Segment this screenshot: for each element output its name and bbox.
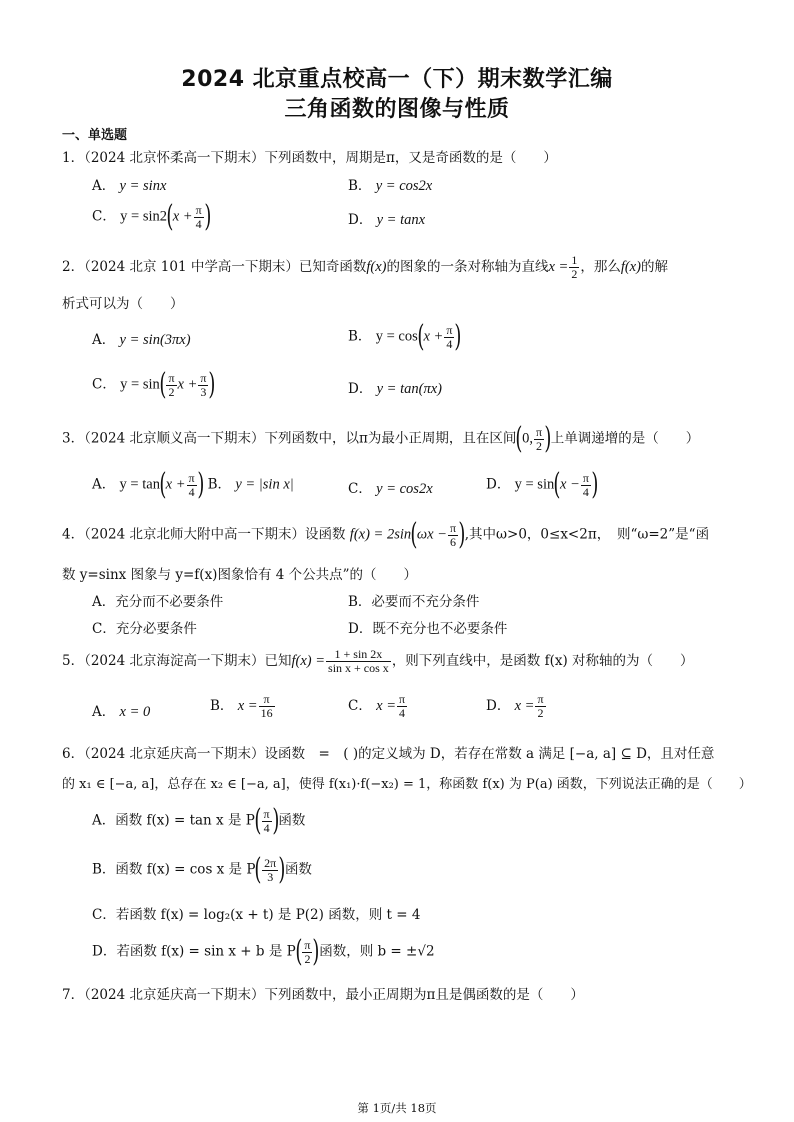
page-footer: 第 1页/共 18页 — [357, 1101, 437, 1115]
question-2-option-c: C． y = sin( $\frac{\pi}{2}$ x + $\frac{\pi}{3}$ ) — [92, 367, 216, 402]
question-5-option-c: C． x = $\frac{\pi}{4}$ — [348, 692, 406, 720]
question-6-stem-line2: 的 x₁ ∈ [−a, a]，总存在 x₂ ∈ [−a, a]，使得 f(x₁)·f(−x₂) = 1，称函数 f(x) 为 P(a) 函数，下列说法正确的是（ ） — [62, 777, 752, 792]
question-1-option-c: C． y = sin2(x + $\frac{\pi}{4}$ ) — [92, 199, 212, 234]
question-1-option-d: D． y = tanx — [348, 212, 426, 228]
question-6-option-c: C．若函数 f(x) = log₂(x + t) 是 P(2) 函数，则 t = 4 — [92, 907, 421, 923]
question-2-stem-line2: 析式可以为（ ） — [62, 296, 184, 312]
question-2-option-d: D． y = tan(πx) — [348, 381, 442, 397]
question-1-option-a: A． y = sinx — [92, 178, 167, 194]
question-3-option-c: C． y = cos2x — [348, 481, 433, 497]
question-4-option-d: D．既不充分也不必要条件 — [348, 621, 508, 637]
question-2-option-b: B． y = cos(x + $\frac{\pi}{4}$ ) — [348, 319, 462, 354]
question-3-option-d: D． y = sin(x − $\frac{\pi}{4}$ ) — [486, 467, 599, 502]
question-2-option-a: A． y = sin(3πx) — [92, 332, 191, 348]
question-2-stem: 2．（2024 北京 101 中学高一下期末）已知奇函数f(x)的图象的一条对称轴为直线x = $\frac{1}{2}$ ，那么f(x)的解 — [62, 253, 668, 281]
page-title: 2024 北京重点校高一（下）期末数学汇编 — [181, 67, 613, 92]
question-4-stem: 4．（2024 北京北师大附中高一下期末）设函数 f(x) = 2sin(ωx − $\frac{\pi}{6}$ ),其中ω>0，0≤x<2π， 则“ω=2”是“函 — [62, 517, 710, 552]
question-4-stem-line2: 数 y=sinx 图象与 y=f(x)图象恰有 4 个公共点”的（ ） — [62, 567, 418, 583]
question-4-option-c: C．充分必要条件 — [92, 621, 197, 637]
question-1-stem: 1．（2024 北京怀柔高一下期末）下列函数中，周期是π，又是奇函数的是（ ） — [62, 150, 557, 166]
question-1-option-b: B． y = cos2x — [348, 178, 433, 194]
question-6-option-d: D．若函数 f(x) = sin x + b 是 P( $\frac{\pi}{2}$ )函数，则 b = ±√2 — [92, 934, 435, 969]
question-6-option-a: A．函数 f(x) = tan x 是 P( $\frac{\pi}{4}$ )函数 — [92, 803, 306, 838]
question-5-option-a: A． x = 0 — [92, 704, 151, 720]
question-3-option-a: A． y = tan(x + $\frac{\pi}{4}$ ) B． y = |sin x| — [92, 467, 294, 502]
question-4-option-a: A．充分而不必要条件 — [92, 594, 224, 610]
question-4-option-b: B．必要而不充分条件 — [348, 594, 480, 610]
question-6-option-b: B．函数 f(x) = cos x 是 P( $\frac{2\pi}{3}$ )函数 — [92, 852, 312, 887]
question-5-option-d: D． x = $\frac{\pi}{2}$ — [486, 692, 544, 720]
question-6-stem: 6．（2024 北京延庆高一下期末）设函数 = ( )的定义域为 D，若存在常数 a 满足 [−a, a] ⊆ D，且对任意 — [62, 746, 715, 762]
question-5-option-b: B． x = $\frac{\pi}{16}$ — [210, 692, 273, 720]
section-heading: 一、单选题 — [62, 128, 128, 143]
question-7-stem: 7．（2024 北京延庆高一下期末）下列函数中，最小正周期为π且是偶函数的是（ ） — [62, 987, 584, 1003]
question-3-stem: 3．（2024 北京顺义高一下期末）下列函数中，以π为最小正周期，且在区间(0, $\frac{\pi}{2}$ )上单调递增的是（ ） — [62, 421, 700, 456]
page-subtitle: 三角函数的图像与性质 — [284, 97, 510, 122]
question-5-stem: 5．（2024 北京海淀高一下期末）已知f(x) = $\frac{1 + \sin 2x}{\text{sin x + cos x}}$ ，则下列直线中，是函数 f(x) 对称轴的为（ ） — [62, 647, 694, 675]
